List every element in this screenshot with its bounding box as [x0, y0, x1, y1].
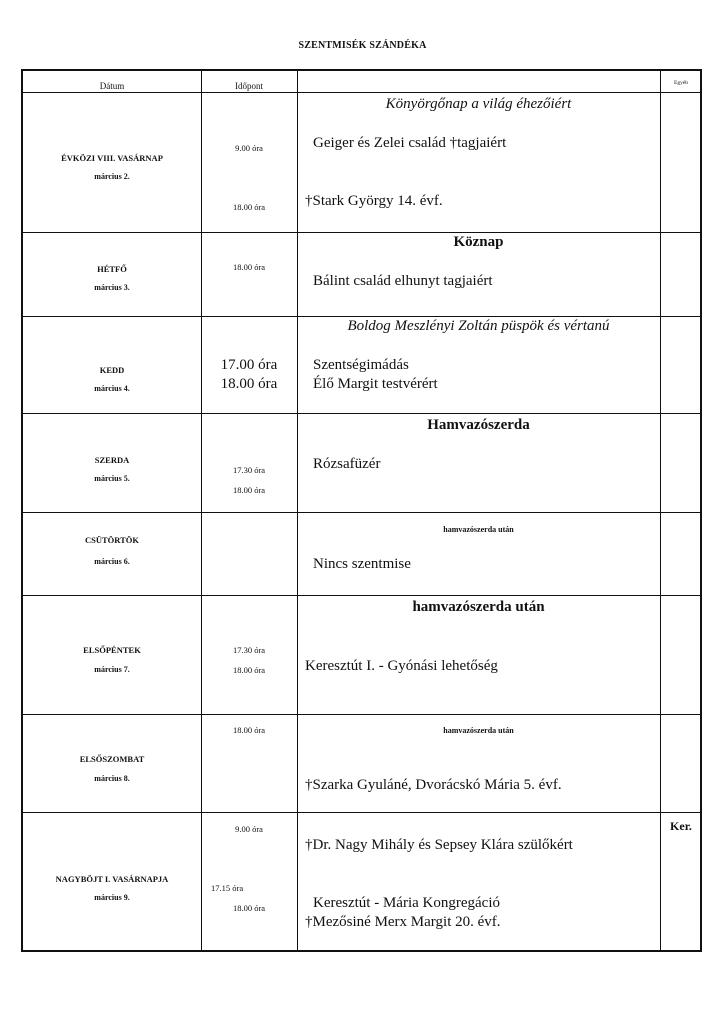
- column-divider: [297, 71, 298, 950]
- row-date: március 7.: [94, 665, 130, 674]
- row-time: 9.00 óra: [235, 824, 263, 834]
- row-heading: Boldog Meszlényi Zoltán püspök és vértanú: [347, 318, 610, 334]
- row-date: március 4.: [94, 384, 130, 393]
- row-heading: hamvazószerda után: [412, 599, 545, 615]
- row-intention: Keresztút I. - Gyónási lehetőség: [305, 658, 498, 674]
- header-time: Időpont: [235, 81, 263, 91]
- row-date: március 2.: [94, 172, 130, 181]
- row-intention: Rózsafüzér: [313, 456, 381, 472]
- row-divider: [23, 232, 700, 233]
- row-day: HÉTFŐ: [97, 264, 127, 274]
- row-intention: †Stark György 14. évf.: [305, 193, 443, 209]
- header-row-divider: [23, 92, 700, 93]
- row-time: 18.00 óra: [232, 725, 266, 735]
- row-intention: †Szarka Gyuláné, Dvorácskó Mária 5. évf.: [305, 777, 562, 793]
- row-divider: [23, 812, 700, 813]
- row-time: 17.00 óra: [220, 357, 278, 373]
- row-divider: [23, 595, 700, 596]
- row-divider: [23, 512, 700, 513]
- row-date: március 8.: [94, 774, 130, 783]
- row-time: 18.00 óra: [232, 202, 266, 212]
- row-day: ELSŐPÉNTEK: [83, 645, 141, 655]
- row-day: CSÜTÖRTÖK: [84, 535, 140, 545]
- row-intention: †Mezősiné Merx Margit 20. évf.: [305, 914, 501, 930]
- row-day: NAGYBÖJT I. VASÁRNAPJA: [55, 874, 169, 884]
- row-heading: hamvazószerda után: [443, 525, 514, 534]
- row-heading: hamvazószerda után: [443, 726, 514, 735]
- row-time: 18.00 óra: [232, 665, 266, 675]
- row-time: 18.00 óra: [232, 485, 266, 495]
- row-intention: Keresztút - Mária Kongregáció: [313, 895, 501, 911]
- header-date: Dátum: [99, 81, 125, 91]
- row-divider: [23, 316, 700, 317]
- row-time: 18.00 óra: [220, 376, 278, 392]
- row-date: március 6.: [94, 557, 130, 566]
- row-date: március 9.: [94, 893, 130, 902]
- row-time: 17.15 óra: [211, 883, 244, 893]
- row-day: ELSŐSZOMBAT: [79, 754, 145, 764]
- row-other-note: Ker.: [670, 819, 692, 833]
- row-day: SZERDA: [94, 455, 130, 465]
- row-day: KEDD: [99, 365, 125, 375]
- row-intention: Bálint család elhunyt tagjaiért: [313, 273, 493, 289]
- row-time: 18.00 óra: [232, 903, 266, 913]
- row-heading: Könyörgőnap a világ éhezőiért: [385, 96, 572, 112]
- row-time: 18.00 óra: [232, 262, 266, 272]
- row-divider: [23, 413, 700, 414]
- row-date: március 5.: [94, 474, 130, 483]
- row-day: ÉVKÖZI VIII. VASÁRNAP: [61, 153, 163, 163]
- document-title: SZENTMISÉK SZÁNDÉKA: [298, 40, 427, 51]
- mass-intentions-table: [21, 69, 702, 952]
- row-heading: Köznap: [453, 234, 504, 250]
- row-time: 17.30 óra: [232, 645, 266, 655]
- row-time: 9.00 óra: [235, 143, 263, 153]
- row-intention: Geiger és Zelei család †tagjaiért: [313, 135, 507, 151]
- row-time: 17.30 óra: [232, 465, 266, 475]
- row-intention: †Dr. Nagy Mihály és Sepsey Klára szülőkért: [305, 837, 573, 853]
- row-intention: Szentségimádás: [313, 357, 409, 373]
- row-date: március 3.: [94, 283, 130, 292]
- row-heading: Hamvazószerda: [427, 417, 530, 433]
- header-other: Egyéb: [673, 80, 689, 86]
- row-intention: Nincs szentmise: [313, 556, 411, 572]
- row-intention: Élő Margit testvérért: [313, 376, 438, 392]
- row-divider: [23, 714, 700, 715]
